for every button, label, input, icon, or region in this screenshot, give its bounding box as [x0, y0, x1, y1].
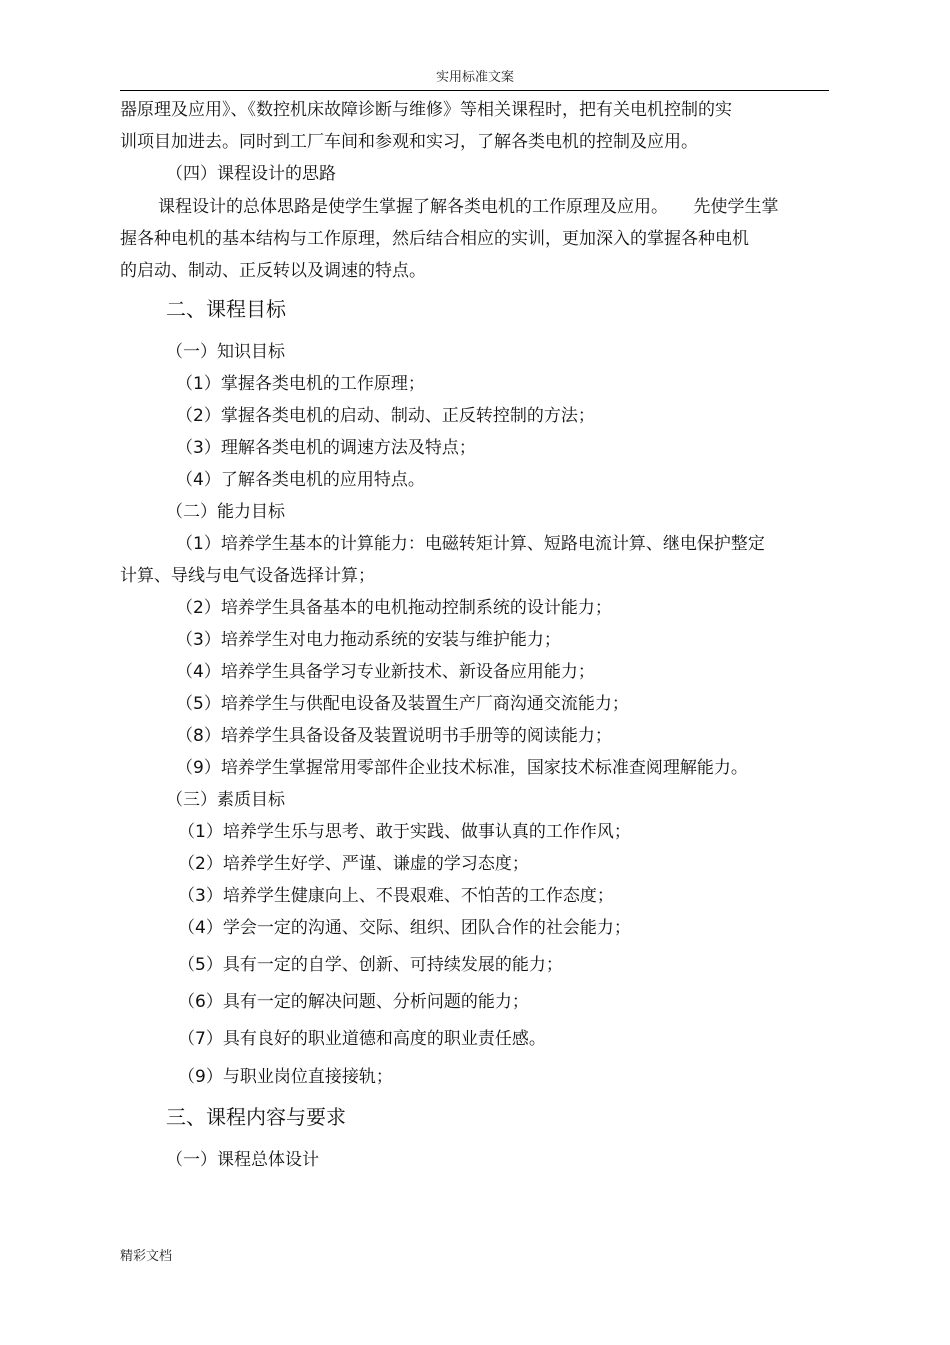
list-item: （1）培养学生基本的计算能力：电磁转矩计算、短路电流计算、继电保护整定	[176, 534, 765, 554]
page-footer: 精彩文档	[120, 1249, 173, 1264]
subsection-heading: （二）能力目标	[166, 502, 285, 522]
page-header: 实用标准文案	[435, 70, 514, 85]
list-item: （2）培养学生好学、严谨、谦虚的学习态度；	[178, 854, 529, 874]
list-item: （6）具有一定的解决问题、分析问题的能力；	[178, 992, 529, 1012]
list-item: （9）培养学生掌握常用零部件企业技术标准，国家技术标准查阅理解能力。	[176, 758, 748, 778]
list-item: （1）掌握各类电机的工作原理；	[176, 374, 425, 394]
paragraph-line: 器原理及应用》、《数控机床故障诊断与维修》等相关课程时，把有关电机控制的实	[120, 100, 732, 120]
subsection-heading: （一）课程总体设计	[166, 1150, 319, 1170]
header-divider	[120, 90, 829, 91]
list-item: （4）学会一定的沟通、交际、组织、团队合作的社会能力；	[178, 918, 631, 938]
list-item: （5）具有一定的自学、创新、可持续发展的能力；	[178, 955, 563, 975]
list-item: （3）理解各类电机的调速方法及特点；	[176, 438, 476, 458]
paragraph-line: 握各种电机的基本结构与工作原理，然后结合相应的实训，更加深入的掌握各种电机	[120, 229, 749, 249]
paragraph-line: 的启动、制动、正反转以及调速的特点。	[120, 261, 426, 281]
list-item: （3）培养学生对电力拖动系统的安装与维护能力；	[176, 630, 561, 650]
list-item: （2）培养学生具备基本的电机拖动控制系统的设计能力；	[176, 598, 612, 618]
list-item-continuation: 计算、导线与电气设备选择计算；	[120, 566, 375, 586]
list-item: （3）培养学生健康向上、不畏艰难、不怕苦的工作态度；	[178, 886, 614, 906]
list-item: （7）具有良好的职业道德和高度的职业责任感。	[178, 1029, 546, 1049]
list-item: （4）了解各类电机的应用特点。	[176, 470, 425, 490]
list-item: （8）培养学生具备设备及装置说明书手册等的阅读能力；	[176, 726, 612, 746]
subsection-heading: （三）素质目标	[166, 790, 285, 810]
list-item: （4）培养学生具备学习专业新技术、新设备应用能力；	[176, 662, 595, 682]
list-item: （5）培养学生与供配电设备及装置生产厂商沟通交流能力；	[176, 694, 629, 714]
subsection-heading: （一）知识目标	[166, 342, 285, 362]
list-item: （9）与职业岗位直接接轨；	[178, 1067, 393, 1087]
paragraph-line: 训项目加进去。同时到工厂车间和参观和实习，了解各类电机的控制及应用。	[120, 132, 698, 152]
list-item: （2）掌握各类电机的启动、制动、正反转控制的方法；	[176, 406, 595, 426]
section-heading: 二、课程目标	[166, 297, 286, 321]
section-heading: 三、课程内容与要求	[166, 1105, 346, 1129]
list-item: （1）培养学生乐与思考、敢于实践、做事认真的工作作风；	[178, 822, 631, 842]
paragraph-line: 课程设计的总体思路是使学生掌握了解各类电机的工作原理及应用。 先使学生掌	[158, 197, 779, 217]
subsection-heading: （四）课程设计的思路	[166, 164, 336, 184]
